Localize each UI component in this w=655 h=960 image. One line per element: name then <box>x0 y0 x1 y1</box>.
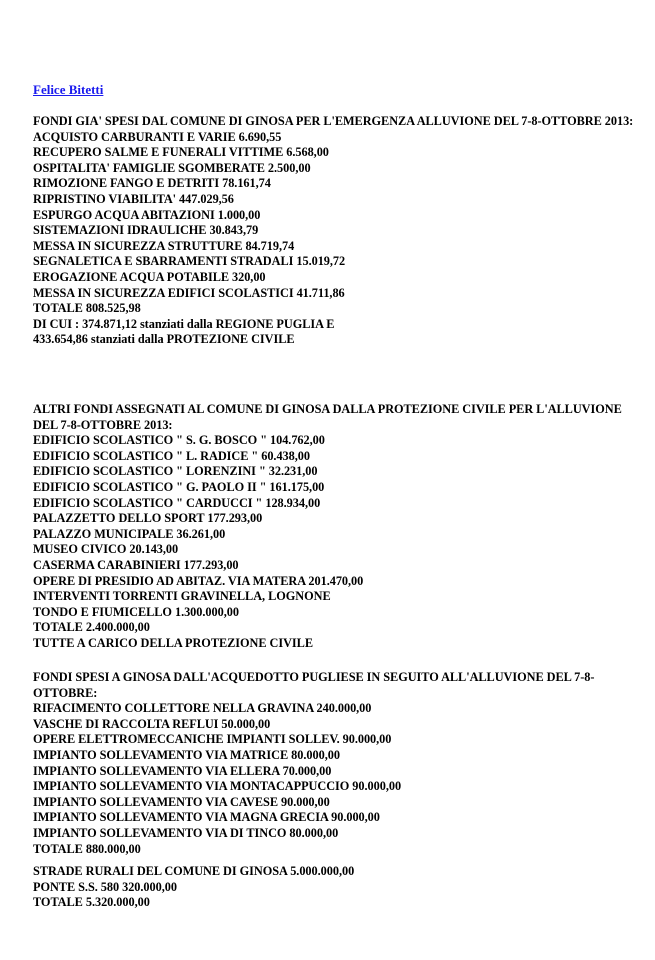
section-heading: FONDI SPESI A GINOSA DALL'ACQUEDOTTO PUGLIESE IN SEGUITO ALL'ALLUVIONE DEL 7-8-OTTOBRE: <box>33 670 595 700</box>
section-comune-spese <box>33 114 637 348</box>
fund-line: PALAZZO MUNICIPALE 36.261,00 <box>33 526 226 541</box>
expense-line: ESPURGO ACQUA ABITAZIONI 1.000,00 <box>33 207 261 222</box>
section-strade-rurali <box>33 864 637 911</box>
fund-line: RIFACIMENTO COLLETTORE NELLA GRAVINA 240.000,00 <box>33 701 372 716</box>
fund-line: INTERVENTI TORRENTI GRAVINELLA, LOGNONE <box>33 589 331 604</box>
section-protezione-civile <box>33 402 637 636</box>
fund-line: PONTE S.S. 580 320.000,00 <box>33 879 177 894</box>
expense-line: EROGAZIONE ACQUA POTABILE 320,00 <box>33 269 266 284</box>
total-line: TOTALE 808.525,98 <box>33 301 141 316</box>
expense-line: ACQUISTO CARBURANTI E VARIE 6.690,55 <box>33 129 282 144</box>
fund-line: STRADE RURALI DEL COMUNE DI GINOSA 5.000.000,00 <box>33 864 355 878</box>
breakdown-line: 433.654,86 stanziati dalla PROTEZIONE CIVILE <box>33 332 295 347</box>
section-heading: FONDI GIA' SPESI DAL COMUNE DI GINOSA PER L'EMERGENZA ALLUVIONE DEL 7-8-OTTOBRE 2013: <box>33 114 634 128</box>
total-line: TOTALE 2.400.000,00 <box>33 620 150 635</box>
fund-line: EDIFICIO SCOLASTICO " L. RADICE " 60.438,00 <box>33 448 310 463</box>
expense-line: SEGNALETICA E SBARRAMENTI STRADALI 15.019,72 <box>33 254 346 269</box>
fund-line: IMPIANTO SOLLEVAMENTO VIA ELLERA 70.000,00 <box>33 763 332 778</box>
expense-line: RIPRISTINO VIABILITA' 447.029,56 <box>33 191 234 206</box>
fund-line: EDIFICIO SCOLASTICO " LORENZINI " 32.231,00 <box>33 464 318 479</box>
total-line: TOTALE 5.320.000,00 <box>33 895 150 910</box>
expense-line: RECUPERO SALME E FUNERALI VITTIME 6.568,00 <box>33 145 329 160</box>
total-line: TOTALE 880.000,00 <box>33 841 141 856</box>
author-link[interactable]: Felice Bitetti <box>33 82 104 97</box>
expense-line: SISTEMAZIONI IDRAULICHE 30.843,79 <box>33 223 259 238</box>
fund-line: TONDO E FIUMICELLO 1.300.000,00 <box>33 604 239 619</box>
fund-line: OPERE ELETTROMECCANICHE IMPIANTI SOLLEV. 90.000,00 <box>33 732 392 747</box>
fund-line: VASCHE DI RACCOLTA REFLUI 50.000,00 <box>33 716 271 731</box>
fund-line: IMPIANTO SOLLEVAMENTO VIA MATRICE 80.000,00 <box>33 747 340 762</box>
fund-line: MUSEO CIVICO 20.143,00 <box>33 542 179 557</box>
fund-line: IMPIANTO SOLLEVAMENTO VIA CAVESE 90.000,00 <box>33 794 330 809</box>
fund-line: OPERE DI PRESIDIO AD ABITAZ. VIA MATERA 201.470,00 <box>33 573 364 588</box>
expense-line: MESSA IN SICUREZZA STRUTTURE 84.719,74 <box>33 238 295 253</box>
section-heading: ALTRI FONDI ASSEGNATI AL COMUNE DI GINOSA DALLA PROTEZIONE CIVILE PER L'ALLUVIONE DEL 7-8-OTTOBRE 2013: <box>33 402 622 432</box>
fund-line: EDIFICIO SCOLASTICO " G. PAOLO II " 161.175,00 <box>33 479 325 494</box>
fund-line: IMPIANTO SOLLEVAMENTO VIA MONTACAPPUCCIO 90.000,00 <box>33 779 402 794</box>
expense-line: MESSA IN SICUREZZA EDIFICI SCOLASTICI 41.711,86 <box>33 285 345 300</box>
expense-line: OSPITALITA' FAMIGLIE SGOMBERATE 2.500,00 <box>33 160 311 175</box>
breakdown-line: DI CUI : 374.871,12 stanziati dalla REGIONE PUGLIA E <box>33 316 335 331</box>
fund-line: EDIFICIO SCOLASTICO " S. G. BOSCO " 104.762,00 <box>33 433 325 448</box>
section-acquedotto <box>33 670 637 857</box>
expense-line: RIMOZIONE FANGO E DETRITI 78.161,74 <box>33 176 271 191</box>
fund-line: CASERMA CARABINIERI 177.293,00 <box>33 557 239 572</box>
fund-line: IMPIANTO SOLLEVAMENTO VIA MAGNA GRECIA 90.000,00 <box>33 810 380 825</box>
fund-line: PALAZZETTO DELLO SPORT 177.293,00 <box>33 511 263 526</box>
protezione-civile-note: TUTTE A CARICO DELLA PROTEZIONE CIVILE <box>33 636 313 650</box>
fund-line: EDIFICIO SCOLASTICO " CARDUCCI " 128.934,00 <box>33 495 321 510</box>
fund-line: IMPIANTO SOLLEVAMENTO VIA DI TINCO 80.000,00 <box>33 825 339 840</box>
